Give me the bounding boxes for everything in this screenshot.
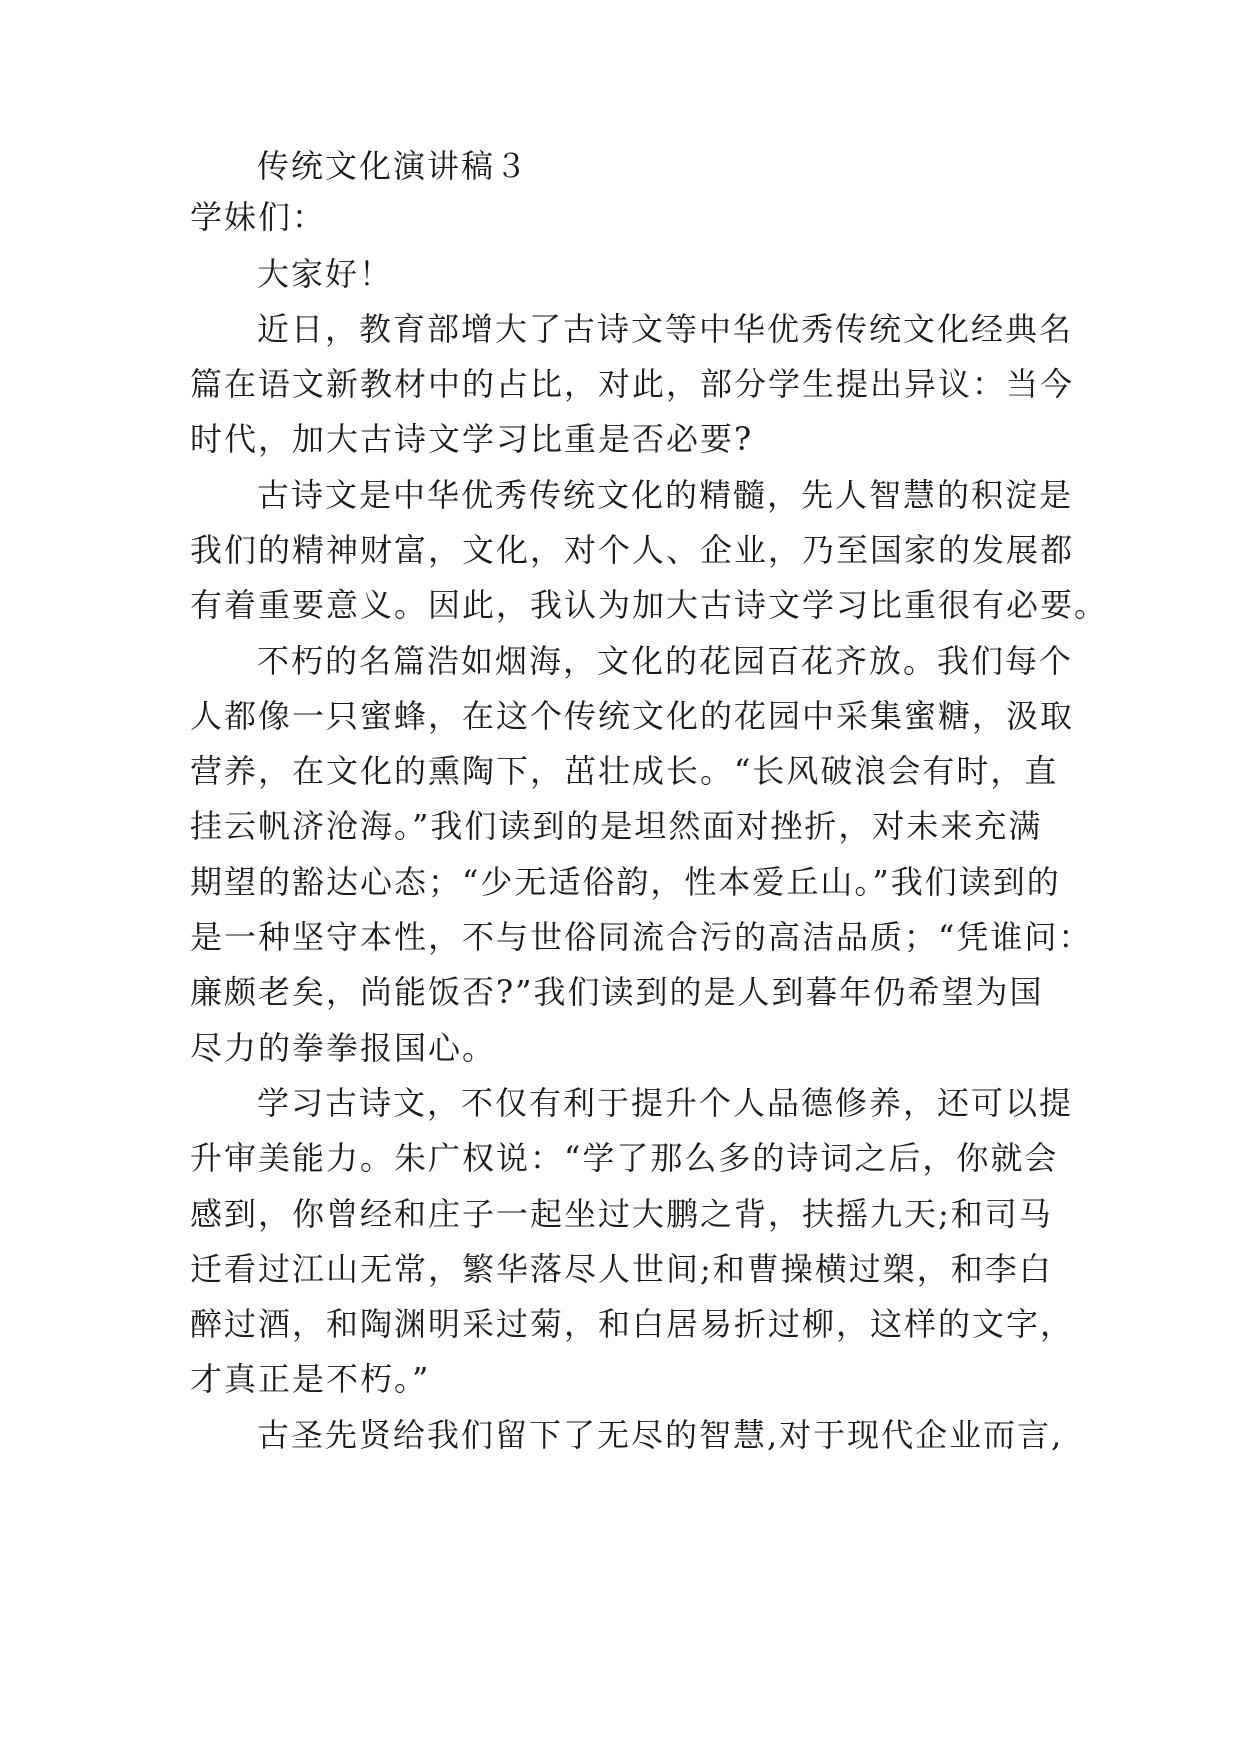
text-line: 迁看过江山无常，繁华落尽人世间;和曹操横过槊，和李白 — [190, 1250, 1053, 1288]
text-line: 尽力的拳拳报国心。 — [190, 1029, 497, 1067]
text-line: 挂云帆济沧海。”我们读到的是坦然面对挫折，对未来充满 — [190, 807, 1043, 845]
text-line: 廉颇老矣，尚能饭否?”我们读到的是人到暮年仍希望为国 — [190, 973, 1044, 1011]
greeting: 大家好！ — [257, 255, 394, 293]
salutation: 学妹们： — [190, 198, 327, 236]
text-line: 人都像一只蜜蜂，在这个传统文化的花园中采集蜜糖，汲取 — [190, 697, 1075, 735]
text-line: 学习古诗文，不仅有利于提升个人品德修养，还可以提 — [257, 1084, 1074, 1122]
text-line: 才真正是不朽。” — [190, 1360, 431, 1398]
text-line: 我们的精神财富，文化，对个人、企业，乃至国家的发展都 — [190, 531, 1075, 569]
document-title: 传统文化演讲稿３ — [257, 147, 530, 185]
text-line: 篇在语文新教材中的占比，对此，部分学生提出异议：当今 — [190, 365, 1075, 403]
text-line: 不朽的名篇浩如烟海，文化的花园百花齐放。我们每个 — [257, 642, 1074, 680]
text-line: 期望的豁达心态；“少无适俗韵，性本爱丘山。”我们读到的 — [190, 863, 1061, 901]
text-line: 营养，在文化的熏陶下，茁壮成长。“长风破浪会有时，直 — [190, 752, 1059, 790]
text-line: 醉过酒，和陶渊明采过菊，和白居易折过柳，这样的文字， — [190, 1305, 1075, 1343]
text-line: 是一种坚守本性，不与世俗同流合污的高洁品质；“凭谁问： — [190, 918, 1093, 956]
text-line: 近日，教育部增大了古诗文等中华优秀传统文化经典名 — [257, 310, 1074, 348]
text-line: 升审美能力。朱广权说：“学了那么多的诗词之后，你就会 — [190, 1139, 1059, 1177]
text-line: 有着重要意义。因此，我认为加大古诗文学习比重很有必要。 — [190, 586, 1109, 624]
text-line: 古圣先贤给我们留下了无尽的智慧,对于现代企业而言, — [257, 1416, 1064, 1454]
text-line: 感到，你曾经和庄子一起坐过大鹏之背，扶摇九天;和司马 — [190, 1195, 1053, 1233]
text-line: 时代，加大古诗文学习比重是否必要? — [190, 420, 754, 458]
text-line: 古诗文是中华优秀传统文化的精髓，先人智慧的积淀是 — [257, 476, 1074, 514]
